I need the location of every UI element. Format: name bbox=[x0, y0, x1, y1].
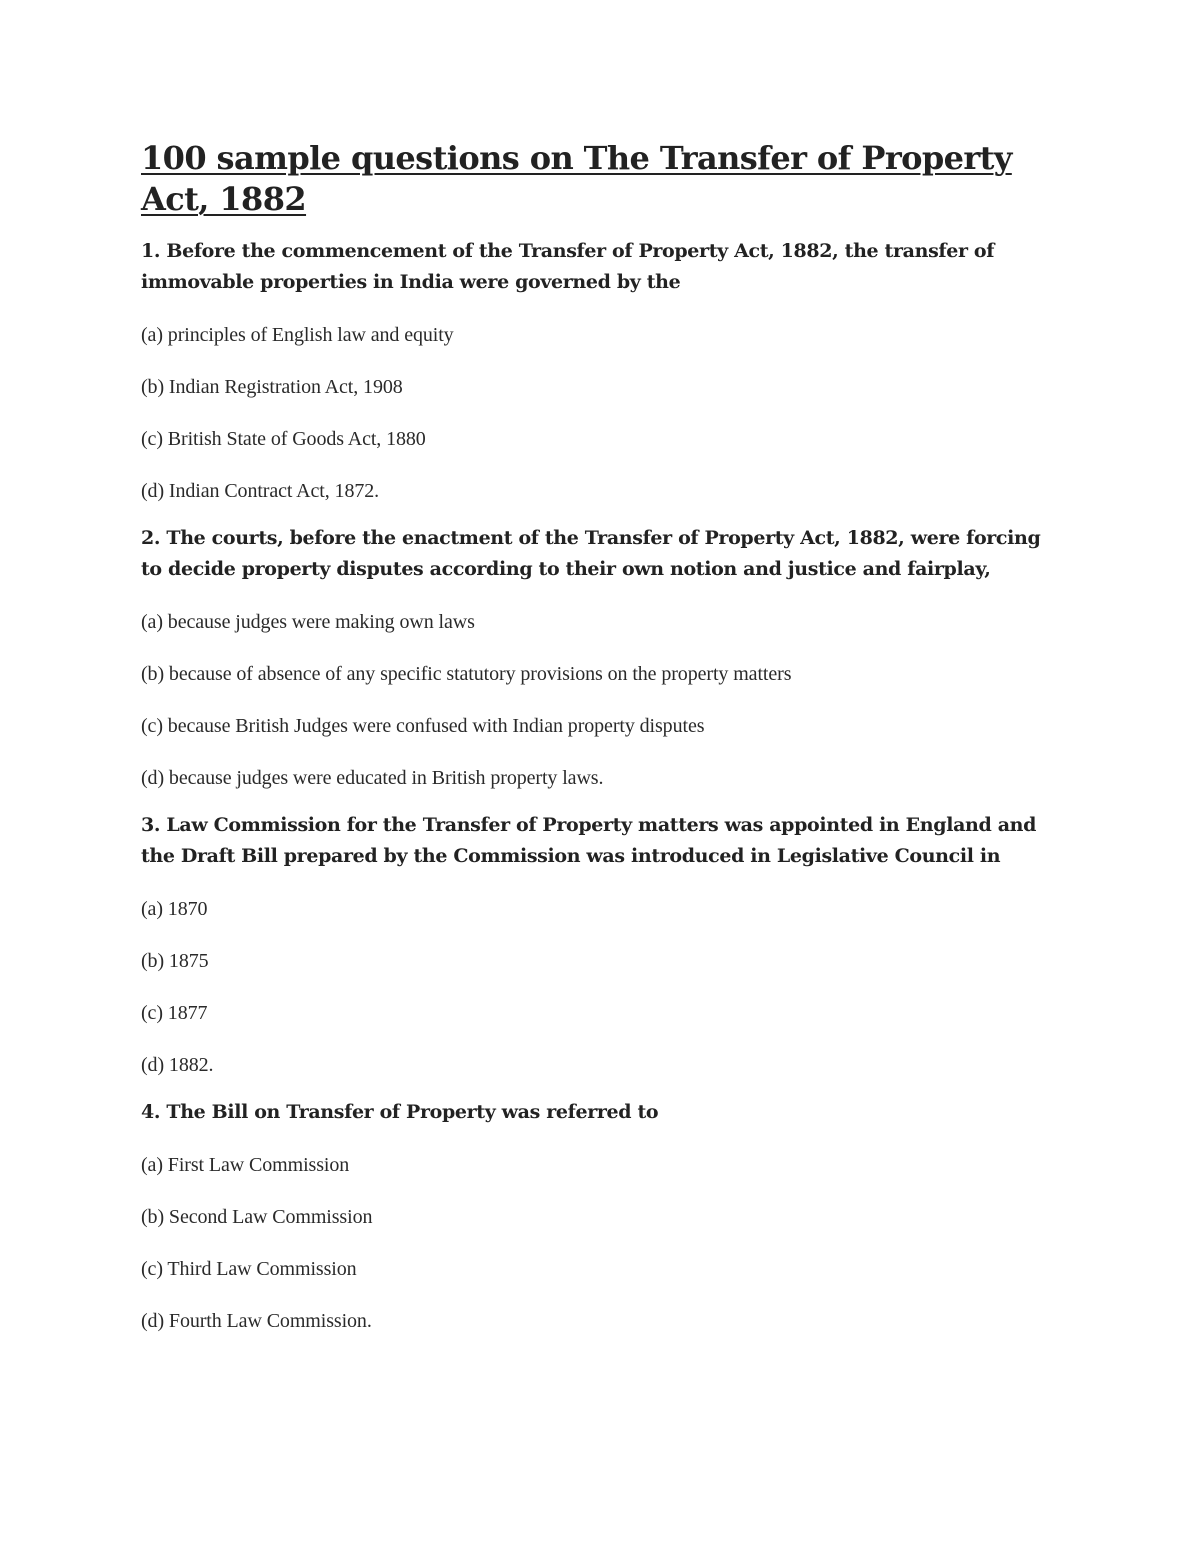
question-4-option-a: (a) First Law Commission bbox=[141, 1154, 350, 1176]
question-2-option-c: (c) because British Judges were confused with Indian property disputes bbox=[141, 715, 705, 737]
question-block-3 bbox=[141, 794, 1061, 1081]
question-2-option-a: (a) because judges were making own laws bbox=[141, 611, 475, 633]
document-body bbox=[141, 138, 1061, 1337]
question-4-option-b: (b) Second Law Commission bbox=[141, 1206, 373, 1228]
question-3-option-d: (d) 1882. bbox=[141, 1054, 214, 1076]
document-title: 100 sample questions on The Transfer of Property Act, 1882 bbox=[141, 139, 1012, 218]
question-1-option-d: (d) Indian Contract Act, 1872. bbox=[141, 480, 380, 502]
question-2-text: 2. The courts, before the enactment of the Transfer of Property Act, 1882, were forcing to decide property disputes according to their own notion and justice and fairplay, bbox=[141, 527, 1041, 580]
question-3-option-a: (a) 1870 bbox=[141, 898, 208, 920]
question-4-text: 4. The Bill on Transfer of Property was referred to bbox=[141, 1101, 659, 1123]
question-4-option-d: (d) Fourth Law Commission. bbox=[141, 1310, 372, 1332]
question-block-1 bbox=[141, 220, 1061, 507]
question-2-option-d: (d) because judges were educated in British property laws. bbox=[141, 767, 604, 789]
question-3-option-c: (c) 1877 bbox=[141, 1002, 208, 1024]
question-2-option-b: (b) because of absence of any specific statutory provisions on the property matters bbox=[141, 663, 792, 685]
question-1-option-a: (a) principles of English law and equity bbox=[141, 324, 454, 346]
question-1-text: 1. Before the commencement of the Transfer of Property Act, 1882, the transfer of immovable properties in India were governed by the bbox=[141, 240, 995, 293]
question-3-text: 3. Law Commission for the Transfer of Property matters was appointed in England and the Draft Bill prepared by the Commission was introduced in Legislative Council in bbox=[141, 814, 1037, 867]
question-1-option-c: (c) British State of Goods Act, 1880 bbox=[141, 428, 426, 450]
question-4-option-c: (c) Third Law Commission bbox=[141, 1258, 357, 1280]
question-block-4 bbox=[141, 1081, 1061, 1337]
question-1-option-b: (b) Indian Registration Act, 1908 bbox=[141, 376, 403, 398]
question-3-option-b: (b) 1875 bbox=[141, 950, 209, 972]
question-block-2 bbox=[141, 507, 1061, 794]
